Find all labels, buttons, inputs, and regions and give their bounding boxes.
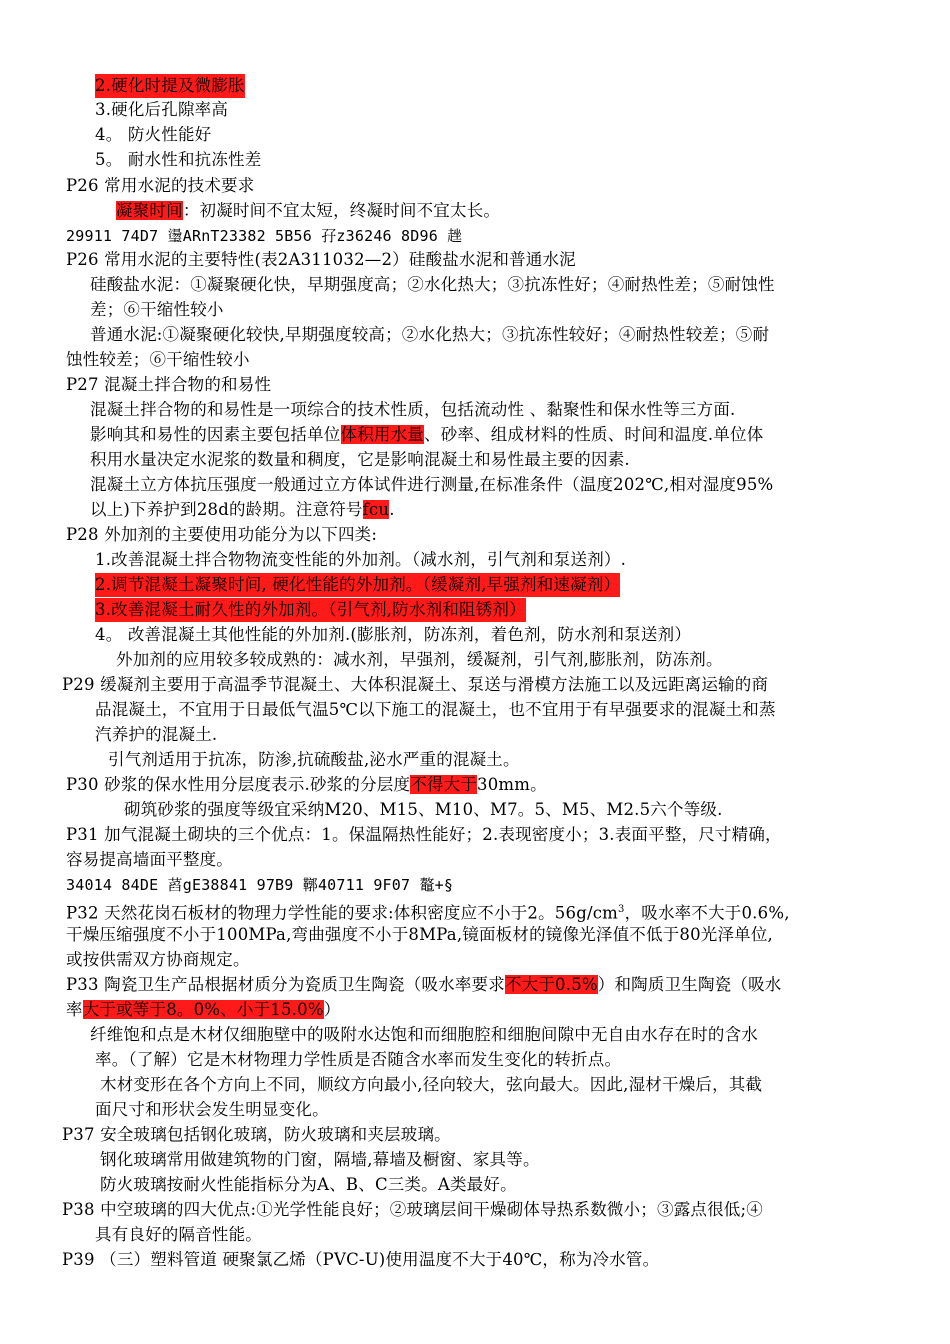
text-line: 或按供需双方协商规定。	[66, 950, 250, 969]
text-line: 3.硬化后孔隙率高	[95, 100, 229, 119]
text-line: P33 陶瓷卫生产品根据材质分为瓷质卫生陶瓷（吸水率要求不大于0.5%）和陶质卫生陶瓷（吸水	[66, 975, 782, 994]
text-line: 影响其和易性的因素主要包括单位体积用水量、砂率、组成材料的性质、时间和温度.单位体	[90, 425, 764, 444]
text-line: P29 缓凝剂主要用于高温季节混凝土、大体积混凝土、泵送与滑模方法施工以及远距离运输的商	[62, 675, 769, 694]
text-line: 普通水泥:①凝聚硬化较快,早期强度较高；②水化热大；③抗冻性较好；④耐热性较差；⑤耐	[90, 325, 770, 344]
text-line: 混凝土拌合物的和易性是一项综合的技术性质，包括流动性 、黏聚性和保水性等三方面.	[90, 400, 736, 419]
watermark-code-line: 29911 74D7 璗ARnT23382 5B56 孖z36246 8D96 趖	[66, 227, 463, 245]
text-line: 具有良好的隔音性能。	[95, 1225, 262, 1244]
text-line: 4。 防火性能好	[95, 125, 212, 144]
text-line: 蚀性较差；⑥干缩性较小	[66, 350, 250, 369]
text-line: 外加剂的应用较多较成熟的：减水剂，早强剂，缓凝剂，引气剂,膨胀剂，防冻剂。	[116, 650, 723, 669]
text-line: 率大于或等于8。0%、小于15.0%）	[66, 1000, 341, 1019]
highlighted-term: 凝聚时间	[116, 201, 183, 220]
text-line: P37 安全玻璃包括钢化玻璃，防火玻璃和夹层玻璃。	[62, 1125, 451, 1144]
text-line: P31 加气混凝土砌块的三个优点：1。保温隔热性能好；2.表现密度小；3.表面平整，尺寸精确，	[66, 825, 782, 844]
text-line: 率。（了解）它是木材物理力学性质是否随含水率而发生变化的转折点。	[95, 1050, 622, 1069]
text-line: 混凝土立方体抗压强度一般通过立方体试件进行测量,在标准条件（温度202℃,相对湿度95%	[90, 475, 774, 494]
highlighted-term: 体积用水量	[340, 425, 424, 444]
text-line: P38 中空玻璃的四大优点:①光学性能良好；②玻璃层间干燥砌体导热系数微小；③露点很低;④	[62, 1200, 763, 1219]
section-heading: P26 常用水泥的主要特性(表2A311032—2）硅酸盐水泥和普通水泥	[66, 250, 576, 269]
text-line: 1.改善混凝土拌合物物流变性能的外加剂。（减水剂，引气剂和泵送剂）.	[95, 550, 627, 569]
text-line: 3.改善混凝土耐久性的外加剂。（引气剂,防水剂和阻锈剂）	[95, 598, 526, 622]
section-heading: P28 外加剂的主要使用功能分为以下四类:	[66, 525, 378, 544]
text-line: 积用水量决定水泥浆的数量和稠度，它是影响混凝土和易性最主要的因素.	[90, 450, 630, 469]
highlighted-term: 不大于0.5%	[504, 975, 598, 994]
text-line: P30 砂浆的保水性用分层度表示.砂浆的分层度不得大于30mm。	[66, 775, 547, 794]
highlighted-term: 大于或等于8。0%、小于15.0%	[82, 1000, 324, 1019]
text-line: 纤维饱和点是木材仅细胞壁中的吸附水达饱和而细胞腔和细胞间隙中无自由水存在时的含水	[90, 1025, 758, 1044]
text-line: 木材变形在各个方向上不同，顺纹方向最小,径向较大，弦向最大。因此,湿材干燥后，其截	[100, 1075, 763, 1094]
highlighted-symbol: fcu	[362, 500, 390, 519]
text-line: 容易提高墙面平整度。	[66, 850, 233, 869]
text-line: 面尺寸和形状会发生明显变化。	[95, 1100, 329, 1119]
text-line: 以上)下养护到28d的龄期。注意符号fcu.	[90, 500, 395, 519]
text-line: 砌筑砂浆的强度等级宜采纳M20、M15、M10、M7。5、M5、M2.5六个等级.	[124, 800, 723, 819]
text-line: 4。 改善混凝土其他性能的外加剂.(膨胀剂，防冻剂，着色剂，防水剂和泵送剂）	[95, 625, 692, 644]
section-heading: P27 混凝土拌合物的和易性	[66, 375, 272, 394]
text-line: 干燥压缩强度不小于100MPa,弯曲强度不小于8MPa,镜面板材的镜像光泽值不低于80光泽单位,	[66, 925, 774, 944]
text-line: 品混凝土，不宜用于日最低气温5℃以下施工的混凝土，也不宜用于有早强要求的混凝土和蒸	[95, 700, 776, 719]
text-line: 汽养护的混凝土.	[95, 725, 218, 744]
text-line: 钢化玻璃常用做建筑物的门窗，隔墙,幕墙及橱窗、家具等。	[100, 1150, 540, 1169]
superscript: 3	[618, 904, 625, 915]
text-line: 2.调节混凝土凝聚时间, 硬化性能的外加剂。（缓凝剂,早强剂和速凝剂）	[95, 573, 620, 597]
text-line: 差；⑥干缩性较小	[90, 300, 224, 319]
text-line: 防火玻璃按耐火性能指标分为A、B、C三类。A类最好。	[100, 1175, 517, 1194]
text-line: 引气剂适用于抗冻，防渗,抗硫酸盐,泌水严重的混凝土。	[108, 750, 520, 769]
highlighted-term: 不得大于	[410, 775, 477, 794]
section-heading: P26 常用水泥的技术要求	[66, 176, 255, 195]
text-line: 5。 耐水性和抗冻性差	[95, 150, 262, 169]
text-line: 2.硬化时提及微膨胀	[95, 74, 245, 98]
text-line: P39 （三）塑料管道 硬聚氯乙烯（PVC-U)使用温度不大于40℃，称为冷水管。	[62, 1250, 660, 1269]
text-line: P32 天然花岗石板材的物理力学性能的要求:体积密度应不小于2。$56g/cm^3$，吸水率不大于0.6%,	[66, 903, 790, 923]
watermark-code-line: 34014 84DE 蓞gE38841 97B9 鞹40711 9F07 鼇+§	[66, 876, 454, 894]
text-line: 凝聚时间：初凝时间不宜太短，终凝时间不宜太长。	[116, 201, 501, 220]
text-line: 硅酸盐水泥：①凝聚硬化快，早期强度高；②水化热大；③抗冻性好；④耐热性差；⑤耐蚀性	[90, 275, 775, 294]
